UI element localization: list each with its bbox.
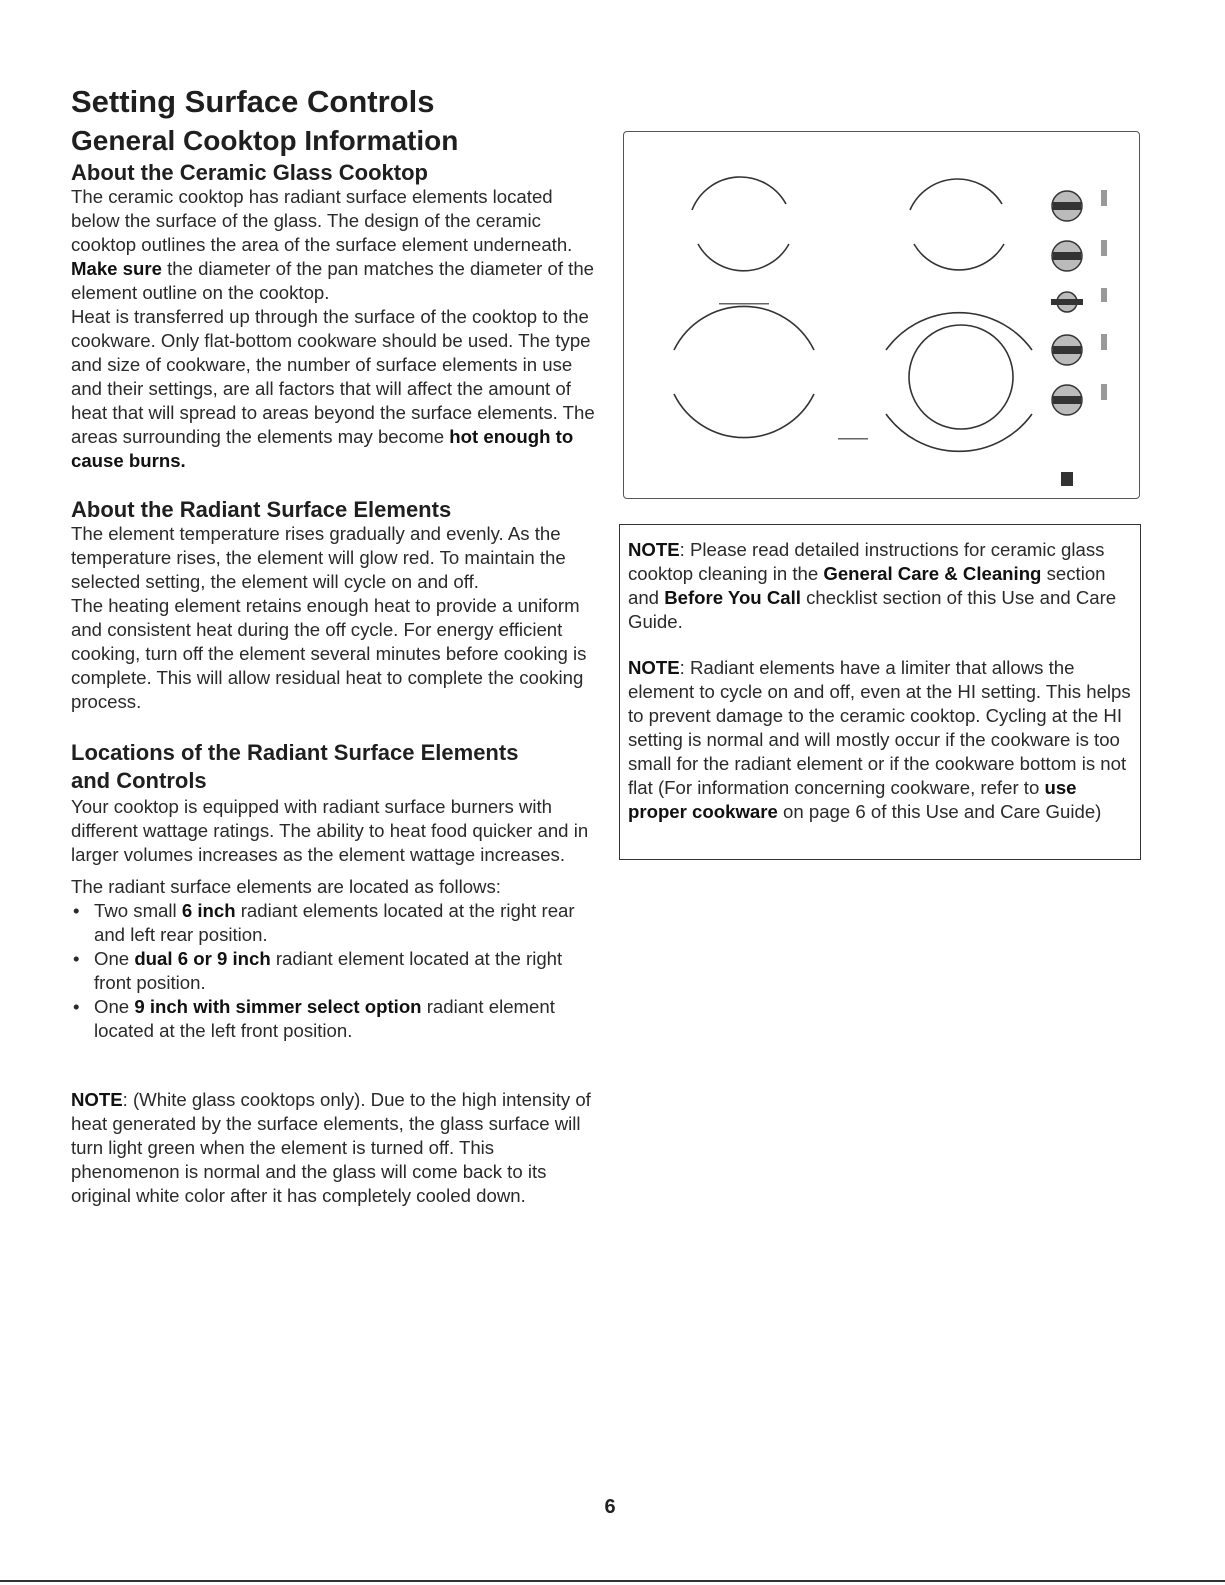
white-glass-note: NOTE: (White glass cooktops only). Due to the high intensity of heat generated by the surface elements, the glass surface will turn light green when the element is turned off. This phenomenon is normal and the glass will come back to its original white color after it has completely cooled down. bbox=[71, 1089, 591, 1206]
knob-right-front bbox=[1052, 334, 1107, 365]
left-rear-element-outline bbox=[692, 177, 786, 210]
cooktop-diagram bbox=[623, 131, 1140, 499]
knob-left-rear bbox=[1052, 190, 1107, 221]
notes-box bbox=[619, 524, 1141, 860]
logo-mark bbox=[838, 438, 868, 440]
left-front-element-outline bbox=[674, 394, 814, 438]
ceramic-text bbox=[71, 185, 601, 473]
simmer-label-mark bbox=[719, 303, 769, 305]
knob-simmer bbox=[1051, 288, 1107, 312]
limiter-note: NOTE: Radiant elements have a limiter that allows the element to cycle on and off, even at the HI setting. This helps to prevent damage to the ceramic cooktop. Cycling at the HI setting is normal and will mostly occur if the cookware is too small for the radiant element or if the cookware bottom is not flat (For information concerning cookware, refer to use proper cookware on page 6 of this Use and Care Guide) bbox=[628, 657, 1131, 822]
cleaning-note: NOTE: Please read detailed instructions for ceramic glass cooktop cleaning in the General Care & Cleaning section and Before You Call checklist section of this Use and Care Guide. bbox=[628, 539, 1117, 632]
radiant-paragraph-1: The element temperature rises gradually and evenly. As the temperature rises, the element will glow red. To maintain the selected setting, the element will cycle on and off. bbox=[71, 523, 566, 592]
list-item: • One 9 inch with simmer select option radiant element located at the left front position. bbox=[71, 995, 601, 1043]
right-rear-element-outline bbox=[910, 179, 1002, 210]
ceramic-heading: About the Ceramic Glass Cooktop bbox=[71, 160, 428, 185]
control-knobs bbox=[1051, 190, 1107, 486]
left-front-element-outline bbox=[674, 306, 814, 350]
radiant-text bbox=[71, 522, 601, 714]
right-front-element-outline bbox=[886, 414, 1032, 451]
hot-surface-indicator bbox=[1061, 472, 1073, 486]
list-item: • Two small 6 inch radiant elements located at the right rear and left rear position. bbox=[71, 899, 601, 947]
page-number: 6 bbox=[604, 1496, 616, 1518]
locations-text bbox=[71, 795, 601, 1043]
radiant-paragraph-2: The heating element retains enough heat to provide a uniform and consistent heat during the off cycle. For energy efficient cooking, turn off the element several minutes before cooking is complete. This will allow residual heat to complete the cooking process. bbox=[71, 595, 587, 712]
list-item: • One dual 6 or 9 inch radiant element located at the right front position. bbox=[71, 947, 601, 995]
locations-paragraph-1: Your cooktop is equipped with radiant surface burners with different wattage ratings. The ability to heat food quicker and in larger volumes increases as the element wattage increases. bbox=[71, 796, 589, 865]
note-label: NOTE bbox=[71, 1089, 123, 1110]
ceramic-paragraph-1: The ceramic cooktop has radiant surface elements located below the surface of the glass. The design of the ceramic cooktop outlines the area of the surface element underneath. Make sure the diameter of the pan matches the diameter of the element outline on the cooktop. bbox=[71, 186, 595, 303]
footer-rule bbox=[0, 1580, 1225, 1582]
locations-paragraph-2: The radiant surface elements are located as follows: bbox=[71, 876, 501, 897]
right-front-element-outline bbox=[886, 313, 1032, 350]
ceramic-paragraph-2: Heat is transferred up through the surface of the cooktop to the cookware. Only flat-bottom cookware should be used. The type and size of cookware, the number of surface elements in use and their settings, are all factors that will affect the amount of heat that will spread to areas beyond the surface elements. The areas surrounding the elements may become hot enough to cause burns. bbox=[71, 306, 595, 471]
left-rear-element-outline bbox=[698, 244, 789, 271]
locations-heading: Locations of the Radiant Surface Elements and Controls bbox=[71, 740, 519, 793]
section-title: General Cooktop Information bbox=[71, 125, 459, 156]
knob-right-rear bbox=[1052, 384, 1107, 415]
radiant-heading: About the Radiant Surface Elements bbox=[71, 497, 452, 522]
knob-left-front bbox=[1052, 240, 1107, 271]
element-list bbox=[71, 899, 601, 1043]
cooktop-illustration bbox=[624, 132, 1139, 498]
right-rear-element-outline bbox=[914, 244, 1004, 270]
right-front-inner-ring bbox=[909, 325, 1013, 429]
page-title: Setting Surface Controls bbox=[71, 84, 435, 119]
